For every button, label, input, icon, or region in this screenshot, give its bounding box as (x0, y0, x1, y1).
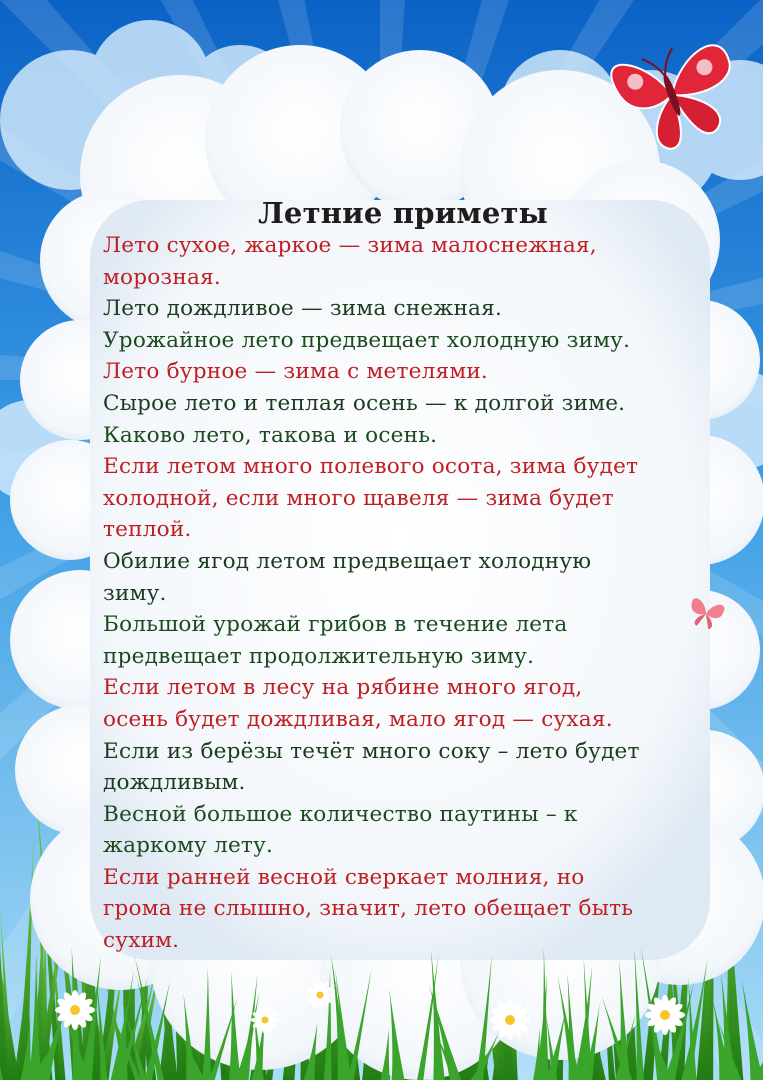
omen-line: осень будет дождливая, мало ягод — сухая. (103, 706, 613, 732)
omens-list (103, 230, 703, 957)
omen-line: предвещает продолжительную зиму. (103, 643, 535, 669)
omen-line: теплой. (103, 517, 192, 543)
omen-line: Если из берёзы течёт много соку – лето будет (103, 738, 640, 764)
omen-line: дождливым. (103, 770, 246, 796)
text-block (103, 196, 703, 957)
omen-line: Если ранней весной сверкает молния, но (103, 864, 585, 890)
omen-line: зиму. (103, 580, 167, 606)
omen-line: Лето дождливое — зима снежная. (103, 296, 503, 322)
omen-line: Весной большое количество паутины – к (103, 801, 578, 827)
omen-line: Сырое лето и теплая осень — к долгой зиме. (103, 390, 626, 416)
omen-line: Каково лето, такова и осень. (103, 422, 438, 448)
page-title: Летние приметы (258, 196, 548, 230)
omen-line: морозная. (103, 264, 221, 290)
omen-line: сухим. (103, 928, 180, 954)
omen-line: грома не слышно, значит, лето обещает быть (103, 896, 634, 922)
omen-line: жаркому лету. (103, 833, 274, 859)
omen-line: Большой урожай грибов в течение лета (103, 612, 568, 638)
omen-line: Лето сухое, жаркое — зима малоснежная, (103, 233, 597, 258)
omen-line: Обилие ягод летом предвещает холодную (103, 548, 592, 574)
omen-line: Если летом в лесу на рябине много ягод, (103, 675, 583, 701)
omen-line: Если летом много полевого осота, зима будет (103, 454, 639, 480)
omen-line: Лето бурное — зима с метелями. (103, 359, 488, 385)
omen-line: холодной, если много щавеля — зима будет (103, 485, 614, 511)
omen-line: Урожайное лето предвещает холодную зиму. (103, 327, 631, 353)
